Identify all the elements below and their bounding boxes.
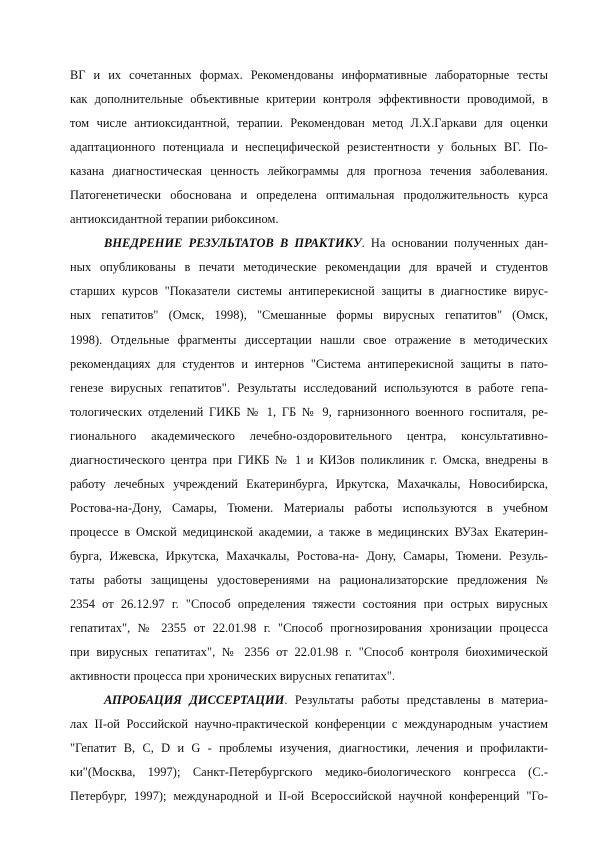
- text-line: гионального академического лечебно-оздоровительного центра, консультативно-: [70, 428, 548, 443]
- document-page: [70, 63, 548, 808]
- text-line: при вирусных гепатитах", № 2356 от 22.01.98 г. "Способ контроля биохимической: [70, 645, 548, 660]
- intro-paragraph: [70, 63, 548, 231]
- text-line: диагностического центра при ГИКБ № 1 и КИЗов поликлиник г. Омска, внедрены в: [70, 452, 548, 467]
- text-line: работу лечебных учреждений Екатеринбурга, Иркутска, Махачкалы, Новосибирска,: [70, 476, 548, 491]
- text-line: ных гепатитов" (Омск, 1998), "Смешанные формы вирусных гепатитов" (Омск,: [70, 308, 548, 323]
- text-line: гепатитах", № 2355 от 22.01.98 г. "Способ прогнозирования хронизации процесса: [70, 621, 548, 636]
- text-line: генезе вирусных гепатитов". Результаты исследований используются в работе гепа-: [70, 380, 548, 395]
- text-line: рекомендациях для студентов и интернов "Система антиперекисной защиты в пато-: [70, 356, 548, 371]
- text-line: старших курсов "Показатели системы антиперекисной защиты в диагностике вирус-: [70, 284, 548, 299]
- text-line: "Гепатит В, С, D и G - проблемы изучения, диагностики, лечения и профилакти-: [70, 741, 548, 756]
- text-line: Ростова-на-Дону, Самары, Тюмени. Материалы работы используются в учебном: [70, 500, 548, 515]
- text-line: бурга, Ижевска, Иркутска, Махачкалы, Ростова-на- Дону, Самары, Тюмени. Резуль-: [70, 548, 548, 563]
- text-line: Патогенетически обоснована и определена оптимальная продолжительность курса: [70, 188, 548, 203]
- text-line: таты работы защищены удостоверениями на рационализаторские предложения №: [70, 572, 548, 587]
- section-first-line: [70, 231, 548, 255]
- text-line: как дополнительные объективные критерии контроля эффективности проводимой, в: [70, 92, 548, 107]
- text-line: 2354 от 26.12.97 г. "Способ определения тяжести состояния при острых вирусных: [70, 597, 548, 612]
- text-line: тологических отделений ГИКБ № 1, ГБ № 9, гарнизонного военного госпиталя, ре-: [70, 404, 548, 419]
- text-line: антиоксидантной терапии рибоксином.: [70, 212, 279, 227]
- text-line: 1998). Отдельные фрагменты диссертации нашли свое отражение в методических: [70, 332, 548, 347]
- text-run: . На основании полученных дан-: [361, 236, 548, 251]
- text-line: Петербург, 1997); международной и II-ой Всероссийской научной конференций "Го-: [70, 789, 548, 804]
- text-line: ВГ и их сочетанных формах. Рекомендованы информативные лабораторные тесты: [70, 68, 548, 82]
- section-first-line: [70, 688, 548, 712]
- section-heading-implementation: ВНЕДРЕНИЕ РЕЗУЛЬТАТОВ В ПРАКТИКУ: [104, 236, 362, 251]
- implementation-paragraph: [70, 231, 548, 688]
- text-line: ки"(Москва, 1997); Санкт-Петербургского медико-биологического конгресса (С.-: [70, 765, 548, 780]
- approbation-paragraph: [70, 688, 548, 808]
- text-line: активности процесса при хронических вирусных гепатитах".: [70, 669, 396, 684]
- text-line: процессе в Омской медицинской академии, а также в медицинских ВУЗах Екатерин-: [70, 524, 548, 539]
- text-line: том числе антиоксидантной, терапии. Рекомендован метод Л.Х.Гаркави для оценки: [70, 116, 548, 131]
- text-run: . Результаты работы представлены в материа-: [284, 693, 548, 708]
- text-line: казана диагностическая ценность лейкограммы для прогноза течения заболевания.: [70, 164, 548, 179]
- text-line: лах II-ой Российской научно-практической конференции с международным участием: [70, 717, 548, 732]
- text-line: ных опубликованы в печати методические рекомендации для врачей и студентов: [70, 260, 548, 275]
- text-line: адаптационного потенциала и неспецифической резистентности у больных ВГ. По-: [70, 140, 548, 155]
- section-heading-approbation: АПРОБАЦИЯ ДИССЕРТАЦИИ: [104, 693, 285, 708]
